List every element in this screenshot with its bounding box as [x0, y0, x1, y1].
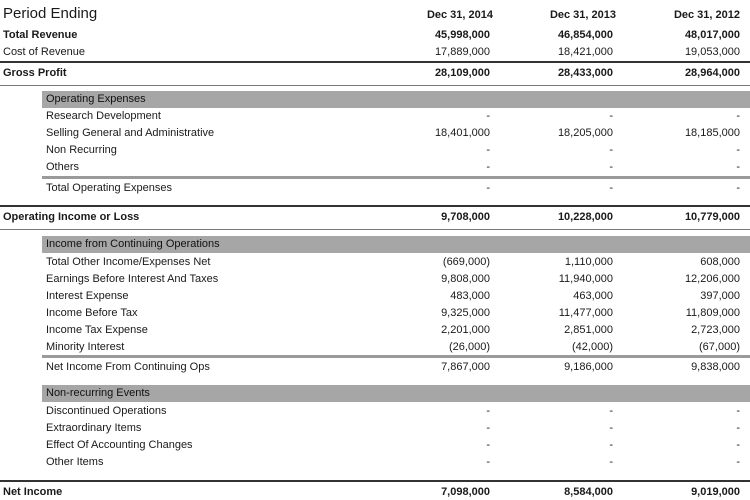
value-2012: -: [736, 161, 740, 173]
column-header-2014: Dec 31, 2014: [426, 9, 493, 21]
row-label: Other Items: [46, 456, 104, 468]
value-2014: 483,000: [450, 290, 490, 302]
value-2014: -: [486, 422, 490, 434]
value-2014: 45,998,000: [434, 29, 490, 41]
row-label: Net Income: [3, 486, 63, 498]
row-label: Income Before Tax: [46, 307, 138, 319]
value-2012: -: [736, 182, 740, 194]
value-2012: 608,000: [700, 256, 740, 268]
section-header-operating-expenses: [42, 91, 750, 108]
value-2012: 9,019,000: [691, 486, 740, 498]
value-2012: -: [736, 405, 740, 417]
value-2013: 11,477,000: [558, 307, 613, 319]
row-label: Research Development: [46, 110, 161, 122]
value-2012: 397,000: [700, 290, 740, 302]
value-2013: 28,433,000: [557, 67, 613, 79]
value-2013: 1,110,000: [564, 256, 613, 268]
value-2013: -: [609, 144, 613, 156]
value-2014: -: [486, 110, 490, 122]
row-label: Gross Profit: [3, 67, 67, 79]
period-ending-title: Period Ending: [3, 5, 98, 22]
value-2013: 10,228,000: [557, 211, 613, 223]
value-2012: -: [736, 110, 740, 122]
divider: [42, 355, 750, 358]
value-2013: -: [609, 182, 613, 194]
row-label: Discontinued Operations: [46, 405, 167, 417]
value-2014: 28,109,000: [434, 67, 490, 79]
value-2013: 2,851,000: [564, 324, 613, 336]
divider: [42, 176, 750, 179]
row-label: Selling General and Administrative: [46, 127, 215, 139]
value-2014: 9,808,000: [441, 273, 490, 285]
row-label: Others: [46, 161, 80, 173]
value-2014: 7,867,000: [441, 361, 490, 373]
section-title: Non-recurring Events: [46, 387, 150, 399]
value-2012: 9,838,000: [691, 361, 740, 373]
row-label: Earnings Before Interest And Taxes: [46, 273, 219, 285]
value-2012: 12,206,000: [684, 273, 740, 285]
value-2014: -: [486, 161, 490, 173]
value-2014: (26,000): [449, 341, 490, 353]
value-2014: -: [486, 182, 490, 194]
value-2012: -: [736, 422, 740, 434]
row-label: Total Operating Expenses: [46, 182, 172, 194]
value-2013: 46,854,000: [557, 29, 613, 41]
row-label: Total Revenue: [3, 29, 78, 41]
value-2013: -: [609, 439, 613, 451]
row-label: Cost of Revenue: [3, 46, 85, 58]
section-header-continuing-operations: [42, 236, 750, 253]
value-2014: 9,708,000: [441, 211, 490, 223]
value-2012: 18,185,000: [684, 127, 740, 139]
value-2012: 2,723,000: [691, 324, 740, 336]
value-2013: -: [609, 405, 613, 417]
row-label: Effect Of Accounting Changes: [46, 439, 193, 451]
row-label: Interest Expense: [46, 290, 129, 302]
value-2014: (669,000): [442, 256, 490, 268]
value-2013: -: [609, 422, 613, 434]
row-label: Non Recurring: [46, 144, 117, 156]
row-label: Minority Interest: [46, 341, 125, 353]
divider: [0, 480, 750, 482]
section-title: Operating Expenses: [46, 93, 146, 105]
value-2014: -: [486, 439, 490, 451]
value-2014: 18,401,000: [434, 127, 490, 139]
value-2013: 18,205,000: [557, 127, 613, 139]
row-label: Operating Income or Loss: [3, 211, 140, 223]
value-2012: -: [736, 456, 740, 468]
value-2012: 28,964,000: [684, 67, 740, 79]
value-2013: 11,940,000: [558, 273, 613, 285]
value-2013: 8,584,000: [564, 486, 613, 498]
divider: [0, 229, 750, 230]
row-label: Income Tax Expense: [46, 324, 148, 336]
value-2013: -: [609, 161, 613, 173]
value-2014: -: [486, 456, 490, 468]
value-2012: (67,000): [699, 341, 740, 353]
value-2014: 17,889,000: [434, 46, 490, 58]
column-header-2013: Dec 31, 2013: [549, 9, 616, 21]
value-2013: 463,000: [573, 290, 613, 302]
value-2012: 10,779,000: [684, 211, 740, 223]
row-label: Net Income From Continuing Ops: [46, 361, 210, 373]
value-2013: 9,186,000: [564, 361, 613, 373]
value-2014: -: [486, 405, 490, 417]
value-2012: 19,053,000: [684, 46, 740, 58]
row-label: Extraordinary Items: [46, 422, 142, 434]
value-2014: 9,325,000: [441, 307, 490, 319]
value-2012: -: [736, 144, 740, 156]
value-2014: 7,098,000: [441, 486, 490, 498]
row-label: Total Other Income/Expenses Net: [46, 256, 211, 268]
value-2013: -: [609, 110, 613, 122]
value-2012: -: [736, 439, 740, 451]
value-2013: -: [609, 456, 613, 468]
value-2014: -: [486, 144, 490, 156]
value-2013: (42,000): [572, 341, 613, 353]
divider: [0, 205, 750, 207]
section-title: Income from Continuing Operations: [46, 238, 220, 250]
value-2014: 2,201,000: [441, 324, 490, 336]
value-2012: 48,017,000: [684, 29, 740, 41]
value-2012: 11,809,000: [685, 307, 740, 319]
divider: [0, 61, 750, 63]
divider: [0, 85, 750, 86]
value-2013: 18,421,000: [557, 46, 613, 58]
section-header-nonrecurring-events: [42, 385, 750, 402]
column-header-2012: Dec 31, 2012: [673, 9, 740, 21]
